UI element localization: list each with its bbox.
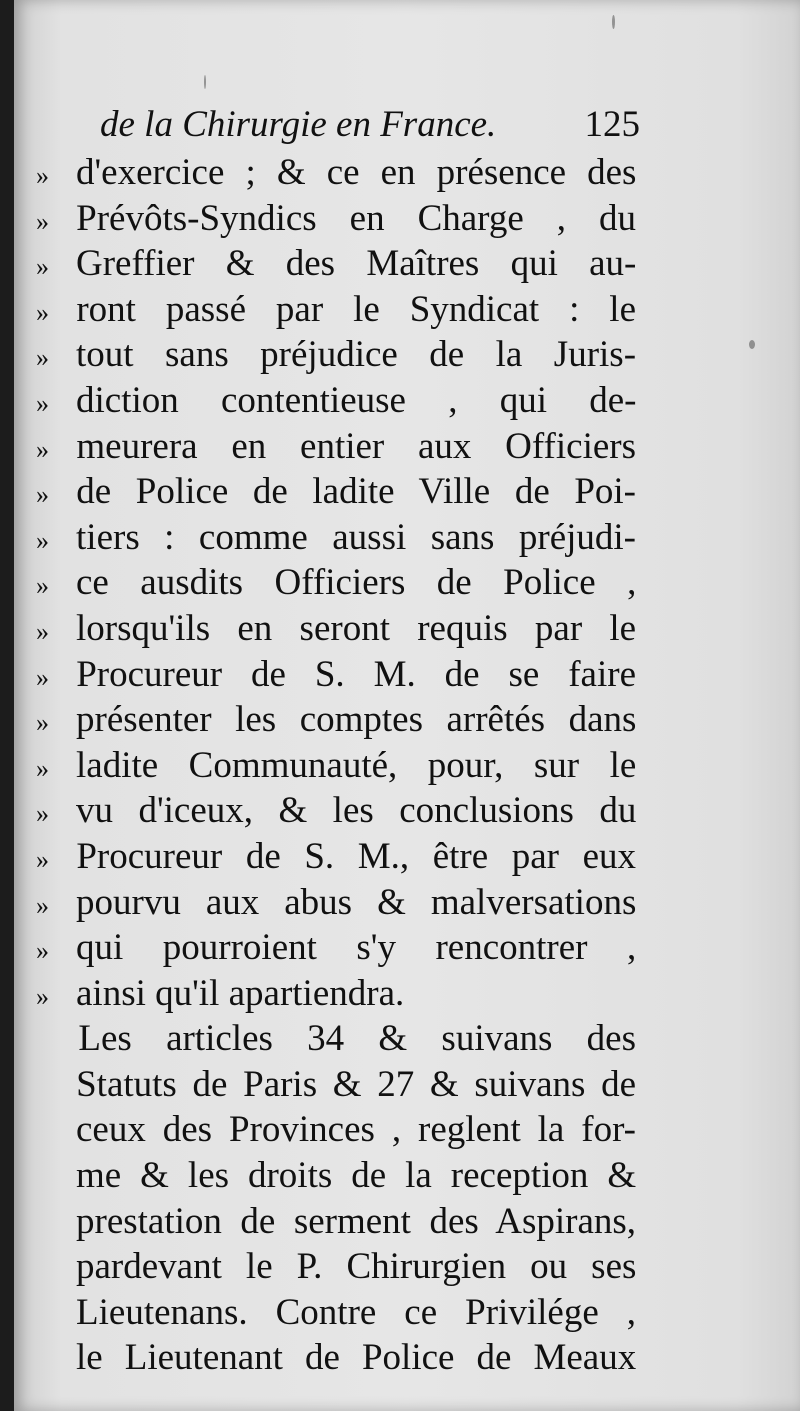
text-line <box>36 1107 636 1153</box>
quote-mark: » <box>36 844 49 874</box>
text-line <box>36 925 636 971</box>
quote-mark: » <box>36 297 49 327</box>
paper-speck <box>749 340 755 349</box>
quote-mark: » <box>36 525 49 555</box>
page-number: 125 <box>584 104 640 145</box>
line-text: Lieutenans. Contre ce Privilége , <box>76 1291 636 1333</box>
running-title: de la Chirurgie en France. <box>100 104 497 145</box>
quote-mark: » <box>36 252 49 282</box>
line-text: ladite Communauté, pour, sur le <box>76 744 637 786</box>
text-line <box>36 697 636 743</box>
paper-speck <box>612 15 615 29</box>
quote-mark: » <box>36 708 49 738</box>
quote-mark: » <box>36 480 49 510</box>
line-text: Les articles 34 & suivans des <box>78 1018 636 1060</box>
text-line <box>36 652 636 698</box>
text-line <box>36 378 636 424</box>
quote-mark: » <box>36 662 49 692</box>
text-line <box>36 1062 636 1108</box>
line-text: tiers : comme aussi sans préjudi- <box>76 516 636 558</box>
text-line <box>36 515 636 561</box>
quote-mark: » <box>36 753 49 783</box>
line-text: Prévôts-Syndics en Charge , du <box>76 197 636 239</box>
line-text: vu d'iceux, & les conclusions du <box>76 790 637 832</box>
text-line <box>36 332 636 378</box>
line-text: lorsqu'ils en seront requis par le <box>76 607 637 649</box>
text-line <box>36 971 636 1017</box>
line-text: Greffier & des Maîtres qui au- <box>76 243 637 285</box>
line-text: diction contentieuse , qui de- <box>76 379 637 421</box>
line-text: pourvu aux abus & malversations <box>76 881 637 923</box>
quote-mark: » <box>36 343 49 373</box>
quote-mark: » <box>36 571 49 601</box>
line-text: prestation de serment des Aspirans, <box>76 1200 637 1242</box>
text-line <box>36 1335 636 1381</box>
text-line <box>36 469 636 515</box>
quote-mark: » <box>36 981 49 1011</box>
quote-mark: » <box>36 161 49 190</box>
quote-mark: » <box>36 388 49 418</box>
quote-mark: » <box>36 936 49 966</box>
line-text: qui pourroient s'y rencontrer , <box>76 927 637 969</box>
line-text: présenter les comptes arrêtés dans <box>76 699 637 741</box>
line-text: ceux des Provinces , reglent la for- <box>76 1109 636 1151</box>
line-text: Procureur de S. M. de se faire <box>76 653 636 695</box>
text-line <box>36 743 636 789</box>
line-text: ront passé par le Syndicat : le <box>76 288 636 330</box>
text-line <box>36 241 636 287</box>
text-line <box>36 1016 636 1062</box>
text-line <box>36 606 636 652</box>
line-text: me & les droits de la reception & <box>76 1155 637 1197</box>
line-text: tout sans préjudice de la Juris- <box>76 334 637 376</box>
line-text: Statuts de Paris & 27 & suivans de <box>76 1063 636 1105</box>
text-line <box>36 1290 636 1336</box>
text-line <box>36 1199 636 1245</box>
line-text: d'exercice ; & ce en présence des <box>76 152 637 193</box>
text-line <box>36 424 636 470</box>
page-header <box>100 100 640 150</box>
body-text <box>36 150 636 1381</box>
text-line <box>36 560 636 606</box>
book-page <box>14 0 800 1411</box>
text-line <box>36 287 636 333</box>
line-text: pardevant le P. Chirurgien ou ses <box>76 1246 637 1288</box>
line-text: meurera en entier aux Officiers <box>76 425 636 467</box>
text-line <box>36 150 636 196</box>
line-text: ce ausdits Officiers de Police , <box>76 562 637 604</box>
text-line <box>36 788 636 834</box>
text-line <box>36 196 636 242</box>
text-line <box>36 834 636 880</box>
line-text: le Lieutenant de Police de Meaux <box>76 1337 637 1379</box>
text-line <box>36 1244 636 1290</box>
line-text: Procureur de S. M., être par eux <box>76 835 636 877</box>
text-line <box>36 1153 636 1199</box>
quote-mark: » <box>36 616 49 646</box>
line-text: ainsi qu'il apartiendra. <box>76 972 405 1014</box>
quote-mark: » <box>36 434 49 464</box>
paper-speck <box>204 75 206 89</box>
quote-mark: » <box>36 206 49 236</box>
text-line <box>36 880 636 926</box>
quote-mark: » <box>36 799 49 829</box>
quote-mark: » <box>36 890 49 920</box>
line-text: de Police de ladite Ville de Poi- <box>76 471 636 513</box>
